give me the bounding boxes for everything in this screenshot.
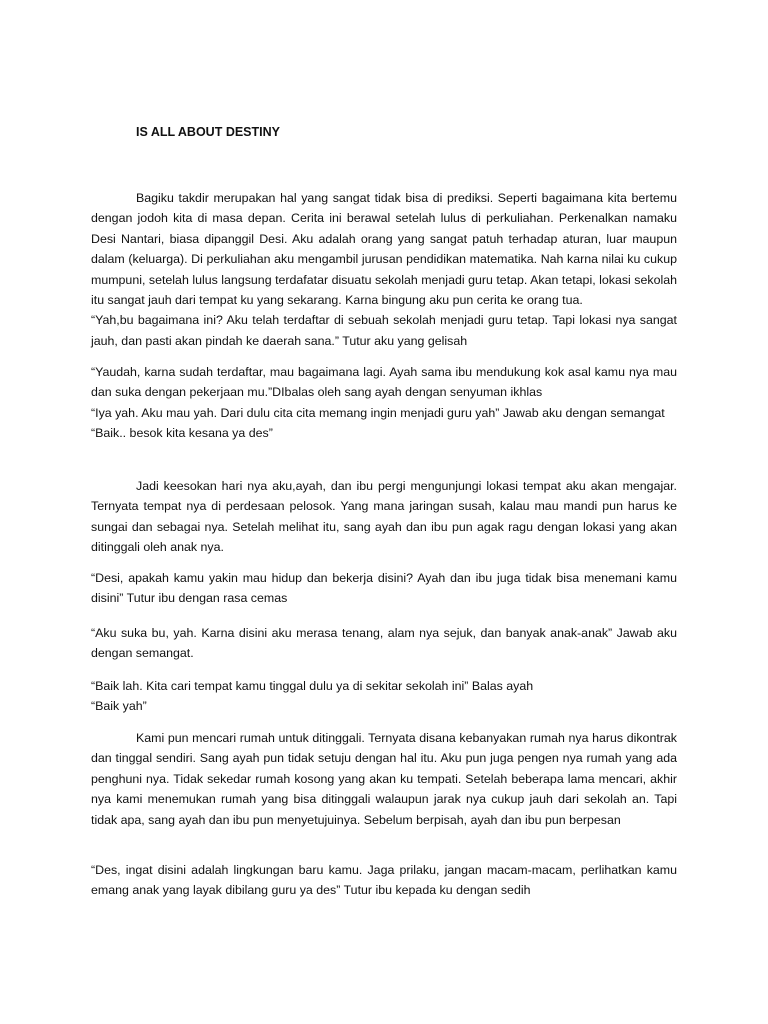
paragraph-text: Jadi keesokan hari nya aku,ayah, dan ibu pergi mengunjungi lokasi tempat aku akan mengajar. Ternyata tempat nya di perdesaan pelosok. Yang mana jaringan susah, kalau mau mandi pun harus ke sungai dan sebagai nya. Setelah melihat itu, sang ayah dan ibu pun agak ragu dengan lokasi yang akan ditinggali oleh anak nya. — [91, 479, 677, 555]
dialogue-line: “Baik.. besok kita kesana ya des” — [91, 426, 273, 441]
paragraph-3 — [91, 476, 677, 558]
paragraph-6 — [91, 676, 677, 717]
paragraph-2 — [91, 362, 677, 444]
document-title: IS ALL ABOUT DESTINY — [136, 125, 280, 139]
dialogue-line: “Iya yah. Aku mau yah. Dari dulu cita cita memang ingin menjadi guru yah” Jawab aku dengan semangat — [91, 405, 665, 420]
dialogue-line: “Des, ingat disini adalah lingkungan baru kamu. Jaga prilaku, jangan macam-macam, perlihatkan kamu emang anak yang layak dibilang guru ya des” Tutur ibu kepada ku dengan sedih — [91, 863, 677, 898]
dialogue-line: “Yah,bu bagaimana ini? Aku telah terdaftar di sebuah sekolah menjadi guru tetap. Tapi lokasi nya sangat jauh, dan pasti akan pindah ke daerah sana.” Tutur aku yang gelisah — [91, 313, 677, 348]
dialogue-line: “Aku suka bu, yah. Karna disini aku merasa tenang, alam nya sejuk, dan banyak anak-anak” Jawab aku dengan semangat. — [91, 626, 677, 661]
dialogue-line: “Yaudah, karna sudah terdaftar, mau bagaimana lagi. Ayah sama ibu mendukung kok asal kamu nya mau dan suka dengan pekerjaan mu.”DIbalas oleh sang ayah dengan senyuman ikhlas — [91, 365, 677, 400]
paragraph-7 — [91, 728, 677, 830]
paragraph-text: Kami pun mencari rumah untuk ditinggali. Ternyata disana kebanyakan rumah nya harus dikontrak dan tinggal sendiri. Sang ayah pun tidak setuju dengan hal itu. Aku pun juga pengen nya rumah yang ada penghuni nya. Tidak sekedar rumah kosong yang akan ku tempati. Setelah beberapa lama mencari, akhir nya kami menemukan rumah yang bisa ditinggali walaupun jarak nya cukup jauh dari sekolah an. Tapi tidak apa, sang ayah dan ibu pun menyetujuinya. Sebelum berpisah, ayah dan ibu pun berpesan — [91, 731, 677, 827]
paragraph-4 — [91, 568, 677, 609]
paragraph-1 — [91, 188, 677, 351]
paragraph-text: Bagiku takdir merupakan hal yang sangat tidak bisa di prediksi. Seperti bagaimana kita bertemu dengan jodoh kita di masa depan. Cerita ini berawal setelah lulus di perkuliahan. Perkenalkan namaku Desi Nantari, biasa dipanggil Desi. Aku adalah orang yang sangat patuh terhadap aturan, luar maupun dalam (keluarga). Di perkuliahan aku mengambil jurusan pendidikan matematika. Nah karna nilai ku cukup mumpuni, setelah lulus langsung terdafatar disuatu sekolah menjadi guru tetap. Akan tetapi, lokasi sekolah itu sangat jauh dari tempat ku yang sekarang. Karna bingung aku pun cerita ke orang tua. — [91, 191, 677, 308]
dialogue-line: “Baik lah. Kita cari tempat kamu tinggal dulu ya di sekitar sekolah ini” Balas ayah — [91, 679, 534, 693]
paragraph-8 — [91, 860, 677, 901]
dialogue-line: “Desi, apakah kamu yakin mau hidup dan bekerja disini? Ayah dan ibu juga tidak bisa menemani kamu disini” Tutur ibu dengan rasa cemas — [91, 571, 677, 606]
dialogue-line: “Baik yah” — [91, 699, 147, 714]
paragraph-5 — [91, 623, 677, 664]
